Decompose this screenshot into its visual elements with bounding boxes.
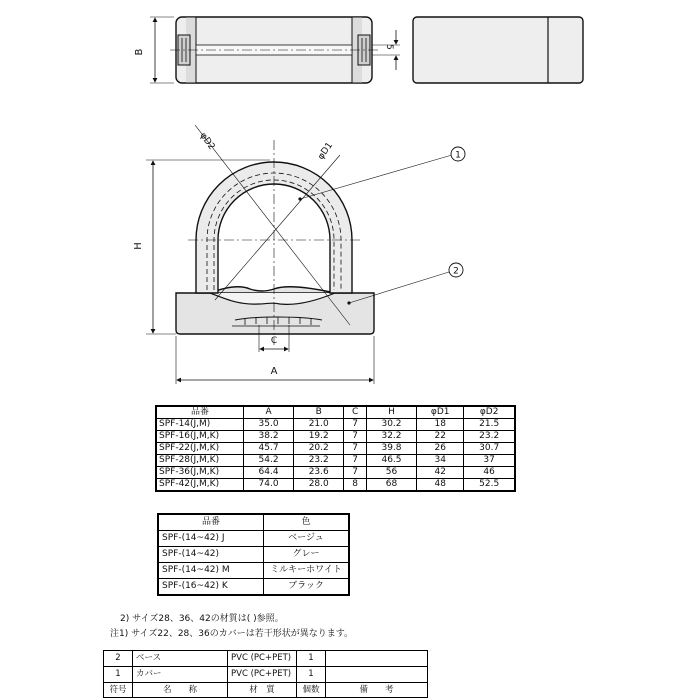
table-cell: 54.2 <box>244 455 294 467</box>
note-2: 2) サイズ28、36、42の材質は( )参照。 <box>120 614 284 624</box>
table-cell: SPF-36(J,M,K) <box>156 467 244 479</box>
dim-c-label: C <box>270 336 278 346</box>
spec-header-cell: H <box>366 406 416 419</box>
phi-d1-label: φD1 <box>316 140 336 162</box>
table-cell: グレー <box>264 547 350 563</box>
table-cell: 52.5 <box>464 479 515 492</box>
table-row <box>156 431 515 443</box>
table-cell: 備 考 <box>326 683 428 698</box>
table-cell: 7 <box>344 419 367 431</box>
table-cell: カバー <box>133 667 228 683</box>
table-cell: 材 質 <box>228 683 297 698</box>
table-cell: 30.7 <box>464 443 515 455</box>
table-cell: 1 <box>104 667 133 683</box>
spec-table-header <box>156 406 515 419</box>
spec-header-cell: A <box>244 406 294 419</box>
table-cell: 26 <box>417 443 464 455</box>
spec-header-cell: φD2 <box>464 406 515 419</box>
table-cell: 20.2 <box>294 443 344 455</box>
table-cell: 34 <box>417 455 464 467</box>
table-row <box>104 651 428 667</box>
side-view <box>413 17 583 83</box>
table-cell: 30.2 <box>366 419 416 431</box>
table-row <box>104 667 428 683</box>
dim-h-label: H <box>133 242 144 250</box>
table-cell: 23.6 <box>294 467 344 479</box>
table-cell: SPF-14(J,M) <box>156 419 244 431</box>
table-cell: 2 <box>104 651 133 667</box>
table-cell: 18 <box>417 419 464 431</box>
spec-header-cell: 品番 <box>156 406 244 419</box>
table-cell: SPF-(14~42) <box>158 547 264 563</box>
table-cell: 35.0 <box>244 419 294 431</box>
table-cell: 7 <box>344 455 367 467</box>
table-cell: 48 <box>417 479 464 492</box>
table-cell: SPF-(14~42) M <box>158 563 264 579</box>
table-cell: 23.2 <box>294 455 344 467</box>
table-cell: ブラック <box>264 579 350 596</box>
table-row <box>156 419 515 431</box>
table-cell: SPF-16(J,M,K) <box>156 431 244 443</box>
spec-header-cell: φD1 <box>417 406 464 419</box>
table-cell <box>326 651 428 667</box>
color-table <box>157 513 350 596</box>
table-cell: 64.4 <box>244 467 294 479</box>
parts-table-header <box>104 683 428 698</box>
dim-b-label: B <box>134 48 145 56</box>
table-cell: 1 <box>297 667 326 683</box>
table-row <box>156 467 515 479</box>
table-cell: 74.0 <box>244 479 294 492</box>
spec-header-cell: C <box>344 406 367 419</box>
table-row <box>156 479 515 492</box>
table-cell: 21.0 <box>294 419 344 431</box>
table-cell <box>326 667 428 683</box>
dim-5-label: 5 <box>384 44 394 50</box>
table-cell: ベージュ <box>264 531 350 547</box>
table-cell: 符号 <box>104 683 133 698</box>
table-cell: PVC (PC+PET) <box>228 651 297 667</box>
table-row <box>156 455 515 467</box>
table-cell: 46.5 <box>366 455 416 467</box>
table-cell: 19.2 <box>294 431 344 443</box>
table-cell: ベース <box>133 651 228 667</box>
table-cell: 7 <box>344 467 367 479</box>
front-view <box>133 125 465 384</box>
table-cell: 39.8 <box>366 443 416 455</box>
table-row <box>158 547 349 563</box>
table-cell: PVC (PC+PET) <box>228 667 297 683</box>
table-cell: SPF-(14~42) J <box>158 531 264 547</box>
table-cell: 1 <box>297 651 326 667</box>
table-cell: SPF-42(J,M,K) <box>156 479 244 492</box>
table-row <box>158 531 349 547</box>
table-cell: 45.7 <box>244 443 294 455</box>
table-row <box>156 443 515 455</box>
top-view <box>134 17 400 83</box>
table-cell: 68 <box>366 479 416 492</box>
table-row <box>158 579 349 596</box>
table-cell: 個数 <box>297 683 326 698</box>
color-table-header <box>158 514 349 531</box>
table-cell: ミルキーホワイト <box>264 563 350 579</box>
spec-header-cell: B <box>294 406 344 419</box>
table-cell: 7 <box>344 431 367 443</box>
table-cell: 22 <box>417 431 464 443</box>
parts-table <box>103 650 428 698</box>
side-view-body <box>413 17 583 83</box>
table-cell: 38.2 <box>244 431 294 443</box>
dim-a-label: A <box>270 366 278 377</box>
table-cell: SPF-(16~42) K <box>158 579 264 596</box>
table-cell: 56 <box>366 467 416 479</box>
table-cell: 42 <box>417 467 464 479</box>
phi-d2-label: φD2 <box>197 130 217 152</box>
note-1: 注1) サイズ22、28、36のカバーは若干形状が異なります。 <box>110 629 354 639</box>
table-cell: 32.2 <box>366 431 416 443</box>
callout-2-label: 2 <box>453 266 459 277</box>
table-cell: 23.2 <box>464 431 515 443</box>
color-header-cell: 色 <box>264 514 350 531</box>
table-cell: 37 <box>464 455 515 467</box>
spec-table <box>155 405 516 492</box>
table-row <box>158 563 349 579</box>
table-cell: 28.0 <box>294 479 344 492</box>
table-cell: SPF-22(J,M,K) <box>156 443 244 455</box>
table-cell: 46 <box>464 467 515 479</box>
table-cell: 名 称 <box>133 683 228 698</box>
callout-1-label: 1 <box>455 150 461 161</box>
table-cell: SPF-28(J,M,K) <box>156 455 244 467</box>
table-cell: 8 <box>344 479 367 492</box>
table-cell: 7 <box>344 443 367 455</box>
color-header-cell: 品番 <box>158 514 264 531</box>
table-cell: 21.5 <box>464 419 515 431</box>
